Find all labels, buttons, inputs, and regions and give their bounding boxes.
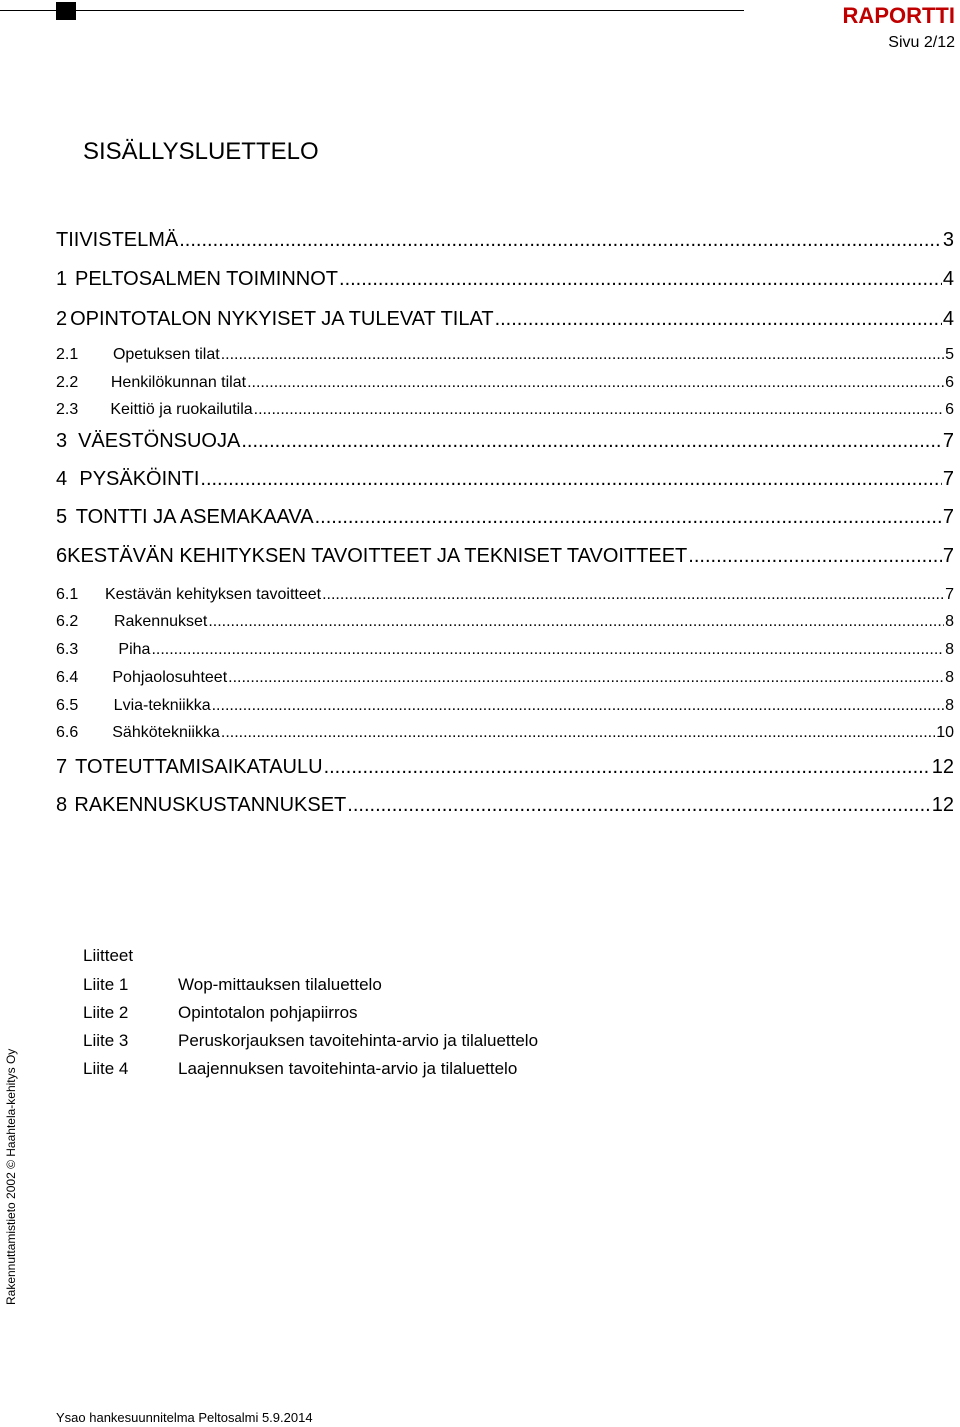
toc-entry-label: Henkilökunnan tilat bbox=[110, 374, 247, 391]
toc-entry-page: 7 bbox=[942, 506, 954, 528]
header-rule-left bbox=[0, 10, 56, 11]
toc-leader-dots bbox=[212, 697, 944, 715]
toc-entry-label: Keittiö ja ruokailutila bbox=[110, 401, 253, 418]
toc-entry[interactable] bbox=[56, 401, 954, 423]
toc-entry-number: 2.2 bbox=[56, 374, 79, 391]
toc-entry[interactable] bbox=[56, 669, 954, 691]
toc-leader-dots bbox=[254, 401, 944, 419]
attachment-id: Liite 3 bbox=[83, 1031, 129, 1050]
toc-entry[interactable] bbox=[56, 374, 954, 396]
toc-entry-label: Opetuksen tilat bbox=[112, 346, 220, 363]
attachment-label: Laajennuksen tavoitehinta-arvio ja tilaluettelo bbox=[178, 1059, 518, 1078]
attachment-item bbox=[83, 1003, 358, 1023]
side-copyright-text: Rakennuttamistieto 2002 © Haahtela-kehitys Oy bbox=[4, 1048, 18, 1305]
toc-entry-page: 12 bbox=[931, 756, 954, 778]
toc-entry-page: 7 bbox=[942, 430, 954, 452]
report-title: RAPORTTI bbox=[842, 3, 955, 28]
attachment-label: Peruskorjauksen tavoitehinta-arvio ja tilaluettelo bbox=[178, 1031, 539, 1050]
toc-entry[interactable] bbox=[56, 346, 954, 368]
toc-entry-label: Pohjaolosuhteet bbox=[112, 669, 228, 686]
toc-entry-number: 6.3 bbox=[56, 641, 79, 658]
toc-entry-number: 6.1 bbox=[56, 586, 79, 603]
toc-entry-page: 12 bbox=[931, 794, 954, 816]
header-square-mark bbox=[56, 2, 76, 20]
toc-entry-number: 2 bbox=[56, 308, 68, 330]
header-rule-right bbox=[76, 10, 744, 11]
toc-entry-page: 8 bbox=[945, 641, 954, 658]
toc-entry-label: TOTEUTTAMISAIKATAULU bbox=[75, 756, 323, 778]
toc-entry-page: 4 bbox=[942, 308, 954, 330]
toc-entry-label: Sähkötekniikka bbox=[112, 724, 220, 741]
toc-leader-dots bbox=[241, 430, 942, 453]
attachment-item bbox=[83, 975, 382, 995]
toc-entry-page: 8 bbox=[945, 697, 954, 714]
toc-entry-number: 2.1 bbox=[56, 346, 79, 363]
toc-leader-dots bbox=[495, 308, 942, 331]
toc-entry-label: KESTÄVÄN KEHITYKSEN TAVOITTEET JA TEKNISET TAVOITTEET bbox=[67, 545, 688, 567]
toc-entry-number: 8 bbox=[56, 794, 68, 816]
toc-leader-dots bbox=[221, 346, 944, 364]
toc-entry-label: Kestävän kehityksen tavoitteet bbox=[104, 586, 322, 603]
toc-entry-label: Piha bbox=[118, 641, 151, 658]
attachment-item bbox=[83, 1031, 538, 1051]
toc-entry[interactable] bbox=[56, 794, 954, 822]
toc-entry-page: 8 bbox=[945, 613, 954, 630]
toc-entry[interactable] bbox=[56, 756, 954, 784]
toc-entry[interactable] bbox=[56, 468, 954, 496]
attachment-label: Opintotalon pohjapiirros bbox=[178, 1003, 358, 1022]
toc-entry-number: 1 bbox=[56, 268, 68, 290]
toc-entry-label: RAKENNUSKUSTANNUKSET bbox=[74, 794, 347, 816]
toc-entry-page: 7 bbox=[942, 468, 954, 490]
toc-leader-dots bbox=[315, 506, 942, 529]
attachment-item bbox=[83, 1059, 517, 1079]
page-number: Sivu 2/12 bbox=[888, 34, 955, 51]
toc-entry-page: 10 bbox=[936, 724, 954, 741]
toc-leader-dots bbox=[151, 641, 944, 659]
toc-entry-page: 7 bbox=[945, 586, 954, 603]
toc-entry-page: 4 bbox=[942, 268, 954, 290]
toc-entry-number: 4 bbox=[56, 468, 68, 490]
toc-leader-dots bbox=[324, 756, 931, 779]
toc-entry-number: 3 bbox=[56, 430, 68, 452]
toc-entry[interactable] bbox=[56, 697, 954, 719]
toc-entry[interactable] bbox=[56, 268, 954, 296]
attachment-id: Liite 4 bbox=[83, 1059, 129, 1078]
toc-entry-page: 8 bbox=[945, 669, 954, 686]
toc-entry-page: 6 bbox=[945, 374, 954, 391]
toc-entry-number: 6.2 bbox=[56, 613, 79, 630]
toc-entry-number: 5 bbox=[56, 506, 68, 528]
attachment-label: Wop-mittauksen tilaluettelo bbox=[178, 975, 382, 994]
toc-leader-dots bbox=[247, 374, 944, 392]
toc-entry-number: 6.5 bbox=[56, 697, 79, 714]
toc-entry-page: 7 bbox=[942, 545, 954, 567]
toc-entry-label: TIIVISTELMÄ bbox=[56, 229, 179, 251]
toc-entry-page: 3 bbox=[942, 229, 954, 251]
toc-entry[interactable] bbox=[56, 613, 954, 635]
toc-entry-label: Lvia-tekniikka bbox=[113, 697, 211, 714]
toc-leader-dots bbox=[179, 229, 942, 252]
toc-entry[interactable] bbox=[56, 430, 954, 458]
toc-entry-page: 6 bbox=[945, 401, 954, 418]
toc-entry-label: OPINTOTALON NYKYISET JA TULEVAT TILAT bbox=[70, 308, 494, 330]
toc-entry-number: 7 bbox=[56, 756, 68, 778]
toc-entry[interactable] bbox=[56, 724, 954, 746]
toc-entry[interactable] bbox=[56, 641, 954, 663]
toc-entry[interactable] bbox=[56, 229, 954, 257]
toc-leader-dots bbox=[339, 268, 942, 291]
toc-entry-label: PELTOSALMEN TOIMINNOT bbox=[74, 268, 339, 290]
toc-leader-dots bbox=[208, 613, 944, 631]
toc-entry-number: 6.4 bbox=[56, 669, 79, 686]
toc-entry-number: 2.3 bbox=[56, 401, 79, 418]
toc-entry[interactable] bbox=[56, 506, 954, 534]
toc-leader-dots bbox=[200, 468, 941, 491]
toc-entry-label: TONTTI JA ASEMAKAAVA bbox=[75, 506, 314, 528]
toc-entry-number: 6 bbox=[56, 545, 68, 567]
attachments-heading: Liitteet bbox=[83, 946, 134, 965]
toc-entry-label: Rakennukset bbox=[113, 613, 208, 630]
toc-leader-dots bbox=[228, 669, 944, 687]
toc-entry-label: PYSÄKÖINTI bbox=[79, 468, 200, 490]
toc-leader-dots bbox=[221, 724, 935, 742]
toc-entry-number: 6.6 bbox=[56, 724, 79, 741]
toc-entry-page: 5 bbox=[945, 346, 954, 363]
attachment-id: Liite 2 bbox=[83, 1003, 129, 1022]
footer-text: Ysao hankesuunnitelma Peltosalmi 5.9.2014 bbox=[56, 1410, 313, 1425]
toc-title: SISÄLLYSLUETTELO bbox=[83, 138, 319, 165]
toc-entry[interactable] bbox=[56, 308, 954, 336]
toc-leader-dots bbox=[322, 586, 944, 604]
toc-leader-dots bbox=[688, 545, 942, 568]
toc-leader-dots bbox=[347, 794, 930, 817]
toc-entry[interactable] bbox=[56, 545, 954, 573]
toc-entry-label: VÄESTÖNSUOJA bbox=[78, 430, 241, 452]
attachment-id: Liite 1 bbox=[83, 975, 129, 994]
toc-entry[interactable] bbox=[56, 586, 954, 608]
